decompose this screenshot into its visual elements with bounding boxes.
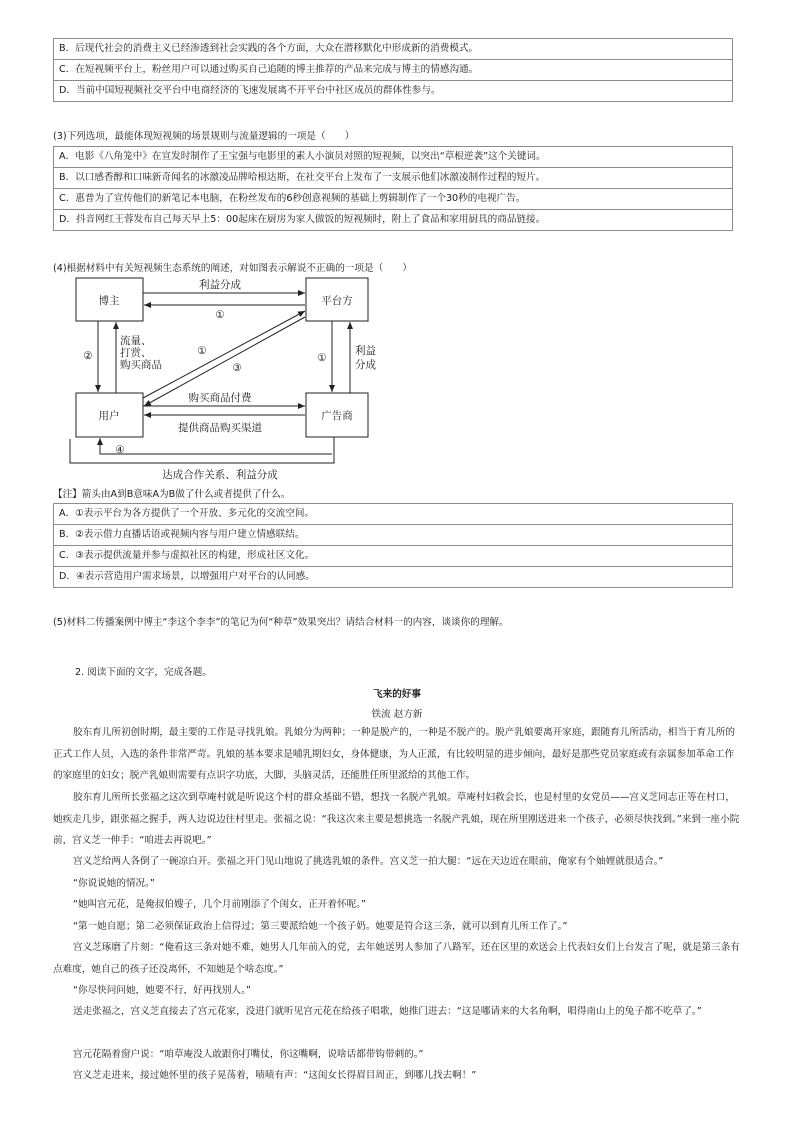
label-diag-num-3: ③ xyxy=(232,362,242,374)
q4-option-b: B．②表示借力直播话语或视频内容与用户建立情感联结。 xyxy=(54,525,733,546)
ecosystem-diagram xyxy=(50,275,376,485)
q3-stem: (3)下列选项，最能体现短视频的场景规则与流量逻辑的一项是（ ） xyxy=(53,131,355,142)
q2-option-d: D．当前中国短视频社交平台中电商经济的飞速发展离不开平台中社区成员的群体性参与。 xyxy=(54,81,733,102)
node-advertiser: 广告商 xyxy=(321,410,353,422)
q3-option-c: C．惠普为了宣传他们的新笔记本电脑，在粉丝发布的6秒创意视频的基础上剪辑制作了一个30秒的电视广告。 xyxy=(54,189,733,210)
story-paragraph: “你说说她的情况。” xyxy=(73,878,155,889)
label-left-inner-2: 打赏、 xyxy=(120,347,152,359)
node-user: 用户 xyxy=(98,410,120,422)
label-left-inner-1: 流量、 xyxy=(120,335,152,347)
story-paragraph: 宫义芝走进来，接过她怀里的孩子晃荡着，啧啧有声：“这闺女长得眉目周正，到哪儿找去啊！” xyxy=(73,1070,477,1081)
q3-option-b: B．以口感香醇和口味新奇闻名的冰激凌品牌哈根达斯，在社交平台上发布了一支展示他们冰激凌制作过程的短片。 xyxy=(54,168,733,189)
q3-options-table xyxy=(53,146,733,231)
node-blogger: 博主 xyxy=(98,295,120,307)
label-mid-top: 购买商品付费 xyxy=(188,392,252,404)
q4-option-c: C．③表示提供流量并参与虚拟社区的构建，形成社区文化。 xyxy=(54,546,733,567)
story-paragraph: 胶东育儿所所长张福之这次到草庵村就是听说这个村的群众基础不错，想找一名脱产乳娘。草庵村妇救会长，也是村里的女党员——宫义芝同志正等在村口，她疾走几步，跟张福之握手，两人边说边往村里走。张福之说：“我这次来主要是想挑选一名脱产乳娘，现在所里刚送进来一个孩子，必须尽快找到。”来到一座小院前，宫义芝一伸手：“咱进去再说吧。” xyxy=(53,792,740,846)
q4-stem: (4)根据材料中有关短视频生态系统的阐述，对如图表示解说不正确的一项是（ ） xyxy=(53,263,412,274)
node-platform: 平台方 xyxy=(321,295,353,307)
section2-intro: 2. 阅读下面的文字，完成各题。 xyxy=(75,667,212,678)
label-right-num: ① xyxy=(317,352,327,364)
label-right-1: 利益 xyxy=(355,345,376,357)
story-paragraph: 宫义芝给两人各倒了一碗凉白开。张福之开门见山地说了挑选乳娘的条件。宫义芝一拍大腿：“远在天边近在眼前，俺家有个妯娌就很适合。” xyxy=(73,856,664,867)
story-title: 飞来的好事 xyxy=(373,689,421,700)
label-left-num: ② xyxy=(83,350,93,362)
story-paragraph: 送走张福之，宫义芝直接去了宫元花家，没进门就听见宫元花在给孩子唱歌，她推门进去：“这是哪请来的大名角啊，唱得南山上的兔子都不吃草了。” xyxy=(73,1006,702,1017)
q2-option-c: C．在短视频平台上，粉丝用户可以通过购买自己追随的博主推荐的产品来完成与博主的情感沟通。 xyxy=(54,60,733,81)
story-paragraph: “第一她自愿；第二必须保证政治上信得过；第三要派给她一个孩子奶。她要是符合这三条，就可以到育儿所工作了。” xyxy=(73,921,568,932)
q5-stem: (5)材料二传播案例中博主“李这个李李”的笔记为何“种草”效果突出？请结合材料一的内容，谈谈你的理解。 xyxy=(53,617,509,628)
q4-option-a: A．①表示平台为各方提供了一个开放、多元化的交流空间。 xyxy=(54,504,733,525)
q4-note: 【注】箭头由A到B意味A为B做了什么或者提供了什么。 xyxy=(53,489,291,500)
story-paragraph: 胶东育儿所初创时期，最主要的工作是寻找乳娘。乳娘分为两种；一种是脱产的，一种是不脱产的。脱产乳娘要离开家庭，跟随育儿所活动，相当于育儿所的正式工作人员，入选的条件非常严苛。乳娘的基本要求是哺乳期妇女，身体健康，为人正派，有比较明显的进步倾向，最好是那些党员家庭或有亲属参加革命工作的家庭里的妇女；脱产乳娘则需要有点识字功底，大脚，头脑灵活，还能胜任所里派给的其他工作。 xyxy=(53,727,735,781)
label-left-inner-3: 购买商品 xyxy=(120,359,162,371)
q2-option-b: B．后现代社会的消费主义已经渗透到社会实践的各个方面，大众在潜移默化中形成新的消费模式。 xyxy=(54,39,733,60)
q3-option-a: A．电影《八角笼中》在宣发时制作了王宝强与电影里的素人小演员对照的短视频，以突出“草根逆袭”这个关键词。 xyxy=(54,147,733,168)
story-paragraph: “你尽快问问她，她要不行，好再找别人。” xyxy=(73,985,251,996)
q3-option-d: D．抖音网红王蓉发布自己每天早上5：00起床在厨房为家人做饭的短视频时，附上了食品和家用厨具的商品链接。 xyxy=(54,210,733,231)
story-paragraph: 宫义芝琢磨了片刻：“俺看这三条对她不难，她男人几年前入的党，去年她送男人参加了八路军，还在区里的欢送会上代表妇女们上台发言了呢，就是第三条有点难度，她自己的孩子还没离怀，不知她是个啥态度。” xyxy=(53,942,740,975)
story-paragraph: “她叫宫元花，是俺叔伯嫂子，几个月前刚添了个闺女，正开着怀呢。” xyxy=(73,899,366,910)
label-top-arrow: 利益分成 xyxy=(199,279,241,291)
label-loop-num: ④ xyxy=(115,444,125,456)
q4-options-table xyxy=(53,503,733,588)
label-mid-bottom: 提供商品购买渠道 xyxy=(178,422,262,434)
label-bottom: 达成合作关系、利益分成 xyxy=(162,469,278,481)
story-paragraph: 宫元花隔着窗户说：“咱草庵没人敢跟你打嘴仗，你这嘴啊，说啥话都带钩带刺的。” xyxy=(73,1049,424,1060)
label-right-2: 分成 xyxy=(355,359,376,371)
label-top-num: ① xyxy=(215,309,225,321)
label-diag-num-1: ① xyxy=(197,345,207,357)
q4-option-d: D．④表示营造用户需求场景，以增强用户对平台的认同感。 xyxy=(54,567,733,588)
q2-options-table xyxy=(53,38,733,102)
story-byline: 铁流 赵方新 xyxy=(371,709,423,720)
